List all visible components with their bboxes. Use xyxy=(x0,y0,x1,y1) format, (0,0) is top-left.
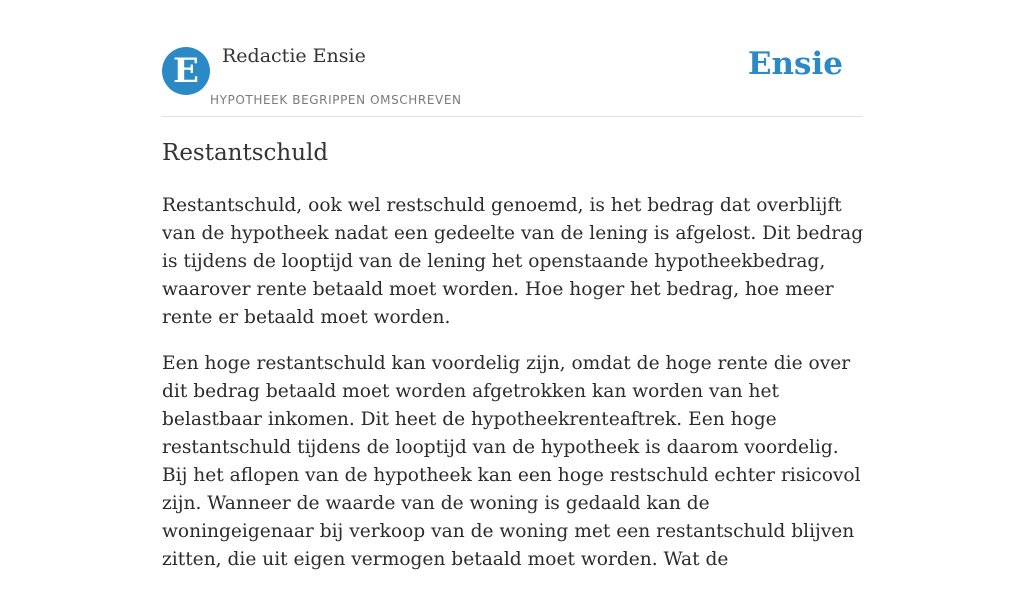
article-container xyxy=(162,0,864,570)
article-paragraph: Restantschuld, ook wel restschuld genoemd, is het bedrag dat overblijft van de hypotheek nadat een gedeelte van de lening is afgelost. Dit bedrag is tijdens de looptijd van de lening het openstaande hypotheekbedrag, waarover rente betaald moet worden. Hoe hoger het bedrag, hoe meer rente er betaald moet worden. xyxy=(162,195,864,328)
author-name[interactable]: Redactie Ensie xyxy=(222,45,366,67)
article-header xyxy=(162,0,862,117)
brand-logo[interactable]: Ensie xyxy=(747,46,843,82)
author-avatar[interactable]: E xyxy=(162,47,210,95)
article-title: Restantschuld xyxy=(162,140,329,166)
category-tags[interactable]: HYPOTHEEK BEGRIPPEN OMSCHREVEN xyxy=(210,93,462,107)
article-body xyxy=(162,192,867,592)
article-paragraph: Een hoge restantschuld kan voordelig zijn, omdat de hoge rente die over dit bedrag betaald moet worden afgetrokken kan worden van het belastbaar inkomen. Dit heet de hypotheekrenteaftrek. Een hoge restantschuld tijdens de looptijd van de hypotheek is daarom voordelig. Bij het aflopen van de hypotheek kan een hoge restschuld echter risicovol zijn. Wanneer de waarde van de woning is gedaald kan de woningeigenaar bij verkoop van de woning met een restantschuld blijven zitten, die uit eigen vermogen betaald moet worden. Wat de xyxy=(162,353,861,570)
